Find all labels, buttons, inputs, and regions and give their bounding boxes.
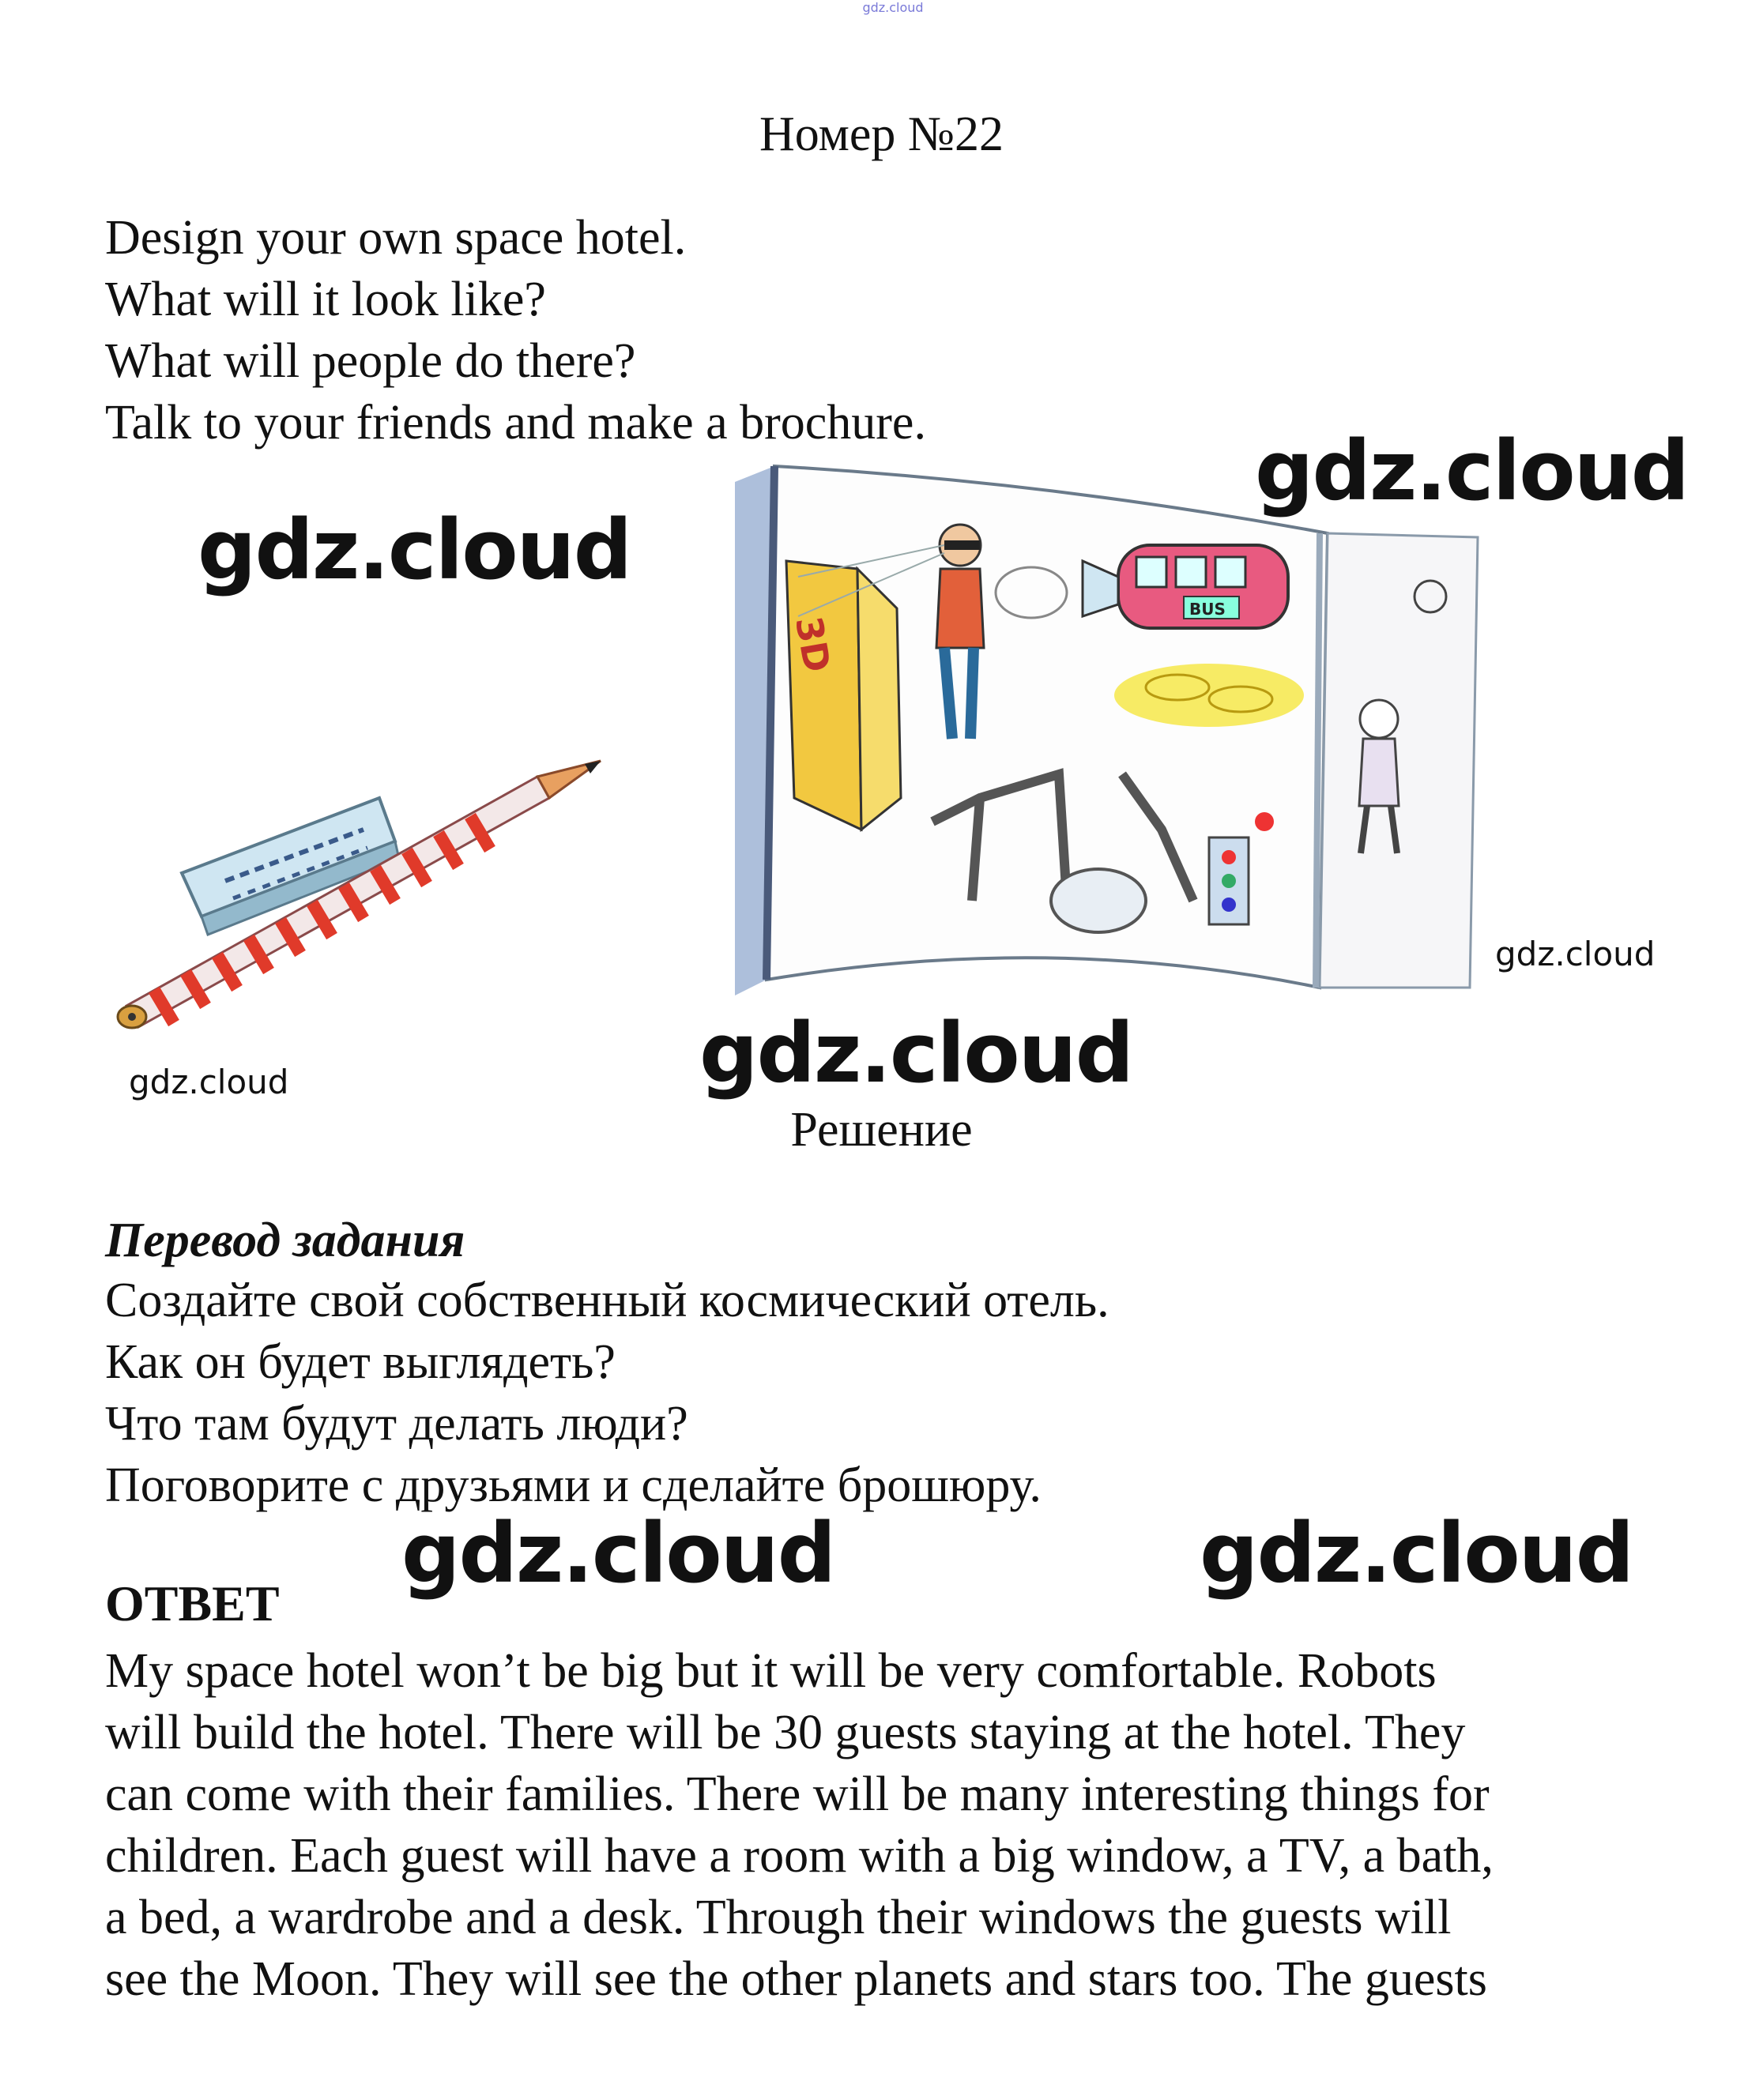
3d-screen (786, 561, 901, 830)
translation-text (105, 1270, 1528, 1516)
answer-line: will build the hotel. There will be 30 guests staying at the hotel. They (105, 1706, 1466, 1759)
page-title: Номер №22 (759, 107, 1004, 161)
answer-line: see the Moon. They will see the other planets and stars too. The guests (105, 1952, 1487, 2006)
3d-sign-text: 3D (786, 613, 839, 676)
answer-line: a bed, a wardrobe and a desk. Through their windows the guests will (105, 1891, 1452, 1944)
watermark: gdz.cloud (1200, 1505, 1633, 1601)
translation-line: Создайте свой собственный космический отель. (105, 1274, 1109, 1327)
task-line: What will it look like? (105, 273, 546, 326)
bus-label: BUS (1189, 600, 1226, 619)
brochure-illustration (719, 458, 1509, 1003)
task-line: Talk to your friends and make a brochure. (105, 396, 926, 450)
translation-line: Как он будет выглядеть? (105, 1335, 616, 1389)
task-text (105, 207, 1290, 453)
translation-line: Поговорите с друзьями и сделайте брошюру. (105, 1458, 1042, 1512)
answer-line: My space hotel won’t be big but it will be very comfortable. Robots (105, 1644, 1437, 1698)
watermark: gdz.cloud (198, 502, 631, 598)
task-line: Design your own space hotel. (105, 211, 687, 265)
task-line: What will people do there? (105, 334, 636, 388)
watermark: gdz.cloud (1255, 423, 1689, 519)
translation-line: Что там будут делать люди? (105, 1397, 688, 1451)
watermark: gdz.cloud (699, 1005, 1133, 1101)
site-mark: gdz.cloud (862, 0, 924, 15)
answer-line: children. Each guest will have a room with a big window, a TV, a bath, (105, 1829, 1494, 1883)
answer-heading: ОТВЕТ (105, 1575, 280, 1631)
watermark: gdz.cloud (129, 1063, 289, 1101)
solution-label: Решение (790, 1103, 973, 1157)
translation-heading: Перевод задания (105, 1214, 465, 1267)
pencil-eraser-illustration (107, 755, 620, 1055)
answer-line: can come with their families. There will be many interesting things for (105, 1767, 1490, 1821)
watermark: gdz.cloud (1495, 935, 1656, 973)
answer-text (105, 1640, 1678, 2010)
gold-rings (1114, 664, 1304, 727)
watermark: gdz.cloud (401, 1505, 835, 1601)
